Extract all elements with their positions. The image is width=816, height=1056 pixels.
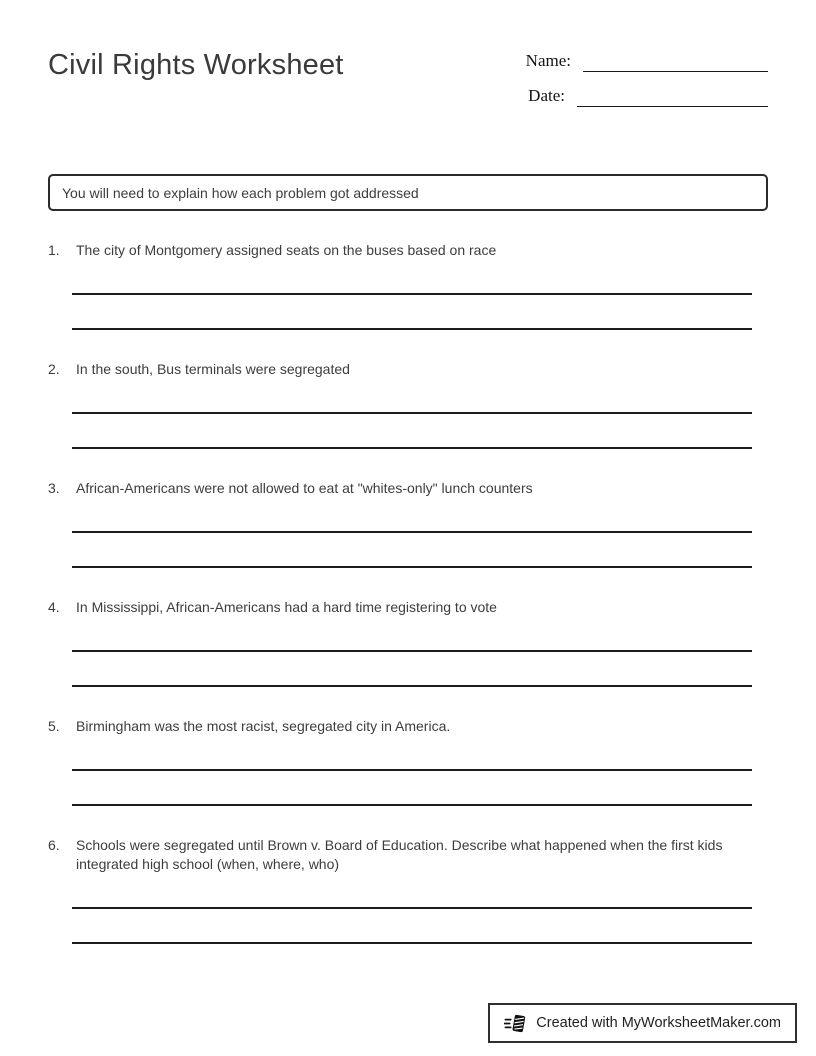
question-row <box>48 479 768 498</box>
question-number: 2. <box>48 361 60 377</box>
answer-blank-line <box>72 412 752 414</box>
question-text: The city of Montgomery assigned seats on the buses based on race <box>76 242 497 258</box>
question-row <box>48 717 768 736</box>
answer-blank-line <box>72 531 752 533</box>
question-list <box>48 241 768 944</box>
name-row <box>526 50 768 72</box>
question-text: Schools were segregated until Brown v. Board of Education. Describe what happened when the first kids integrated high school (when, where, who) <box>76 837 723 872</box>
question-item <box>48 717 768 806</box>
instruction-text: You will need to explain how each problem got addressed <box>62 184 419 201</box>
question-text: In Mississippi, African-Americans had a hard time registering to vote <box>76 599 497 615</box>
question-number: 6. <box>48 837 60 853</box>
answer-blank-line <box>72 293 752 295</box>
question-row <box>48 360 768 379</box>
header <box>48 48 768 120</box>
question-number: 3. <box>48 480 60 496</box>
name-blank-line <box>583 50 768 72</box>
answer-blank-line <box>72 566 752 568</box>
question-row <box>48 241 768 260</box>
question-item <box>48 836 768 944</box>
question-number: 4. <box>48 599 60 615</box>
question-text: African-Americans were not allowed to eat at "whites-only" lunch counters <box>76 480 533 496</box>
question-text: In the south, Bus terminals were segregated <box>76 361 350 377</box>
question-number: 5. <box>48 718 60 734</box>
name-label: Name: <box>525 51 571 70</box>
instruction-box <box>48 174 768 211</box>
answer-blank-line <box>72 447 752 449</box>
question-item <box>48 479 768 568</box>
question-row <box>48 598 768 617</box>
question-number: 1. <box>48 242 60 258</box>
flying-worksheet-icon <box>504 1012 527 1035</box>
name-date-block <box>526 48 768 120</box>
question-item <box>48 241 768 330</box>
answer-blank-line <box>72 685 752 687</box>
answer-blank-line <box>72 328 752 330</box>
question-item <box>48 360 768 449</box>
answer-blank-line <box>72 804 752 806</box>
footer-credit-badge <box>488 1003 797 1043</box>
date-blank-line <box>577 85 768 107</box>
question-item <box>48 598 768 687</box>
answer-blank-line <box>72 907 752 909</box>
page-title: Civil Rights Worksheet <box>48 49 344 81</box>
date-row <box>528 85 768 107</box>
footer-credit-text: Created with MyWorksheetMaker.com <box>536 1015 781 1031</box>
date-label: Date: <box>528 86 565 105</box>
answer-blank-line <box>72 942 752 944</box>
answer-blank-line <box>72 650 752 652</box>
question-row <box>48 836 768 874</box>
question-text: Birmingham was the most racist, segregated city in America. <box>76 718 451 734</box>
answer-blank-line <box>72 769 752 771</box>
